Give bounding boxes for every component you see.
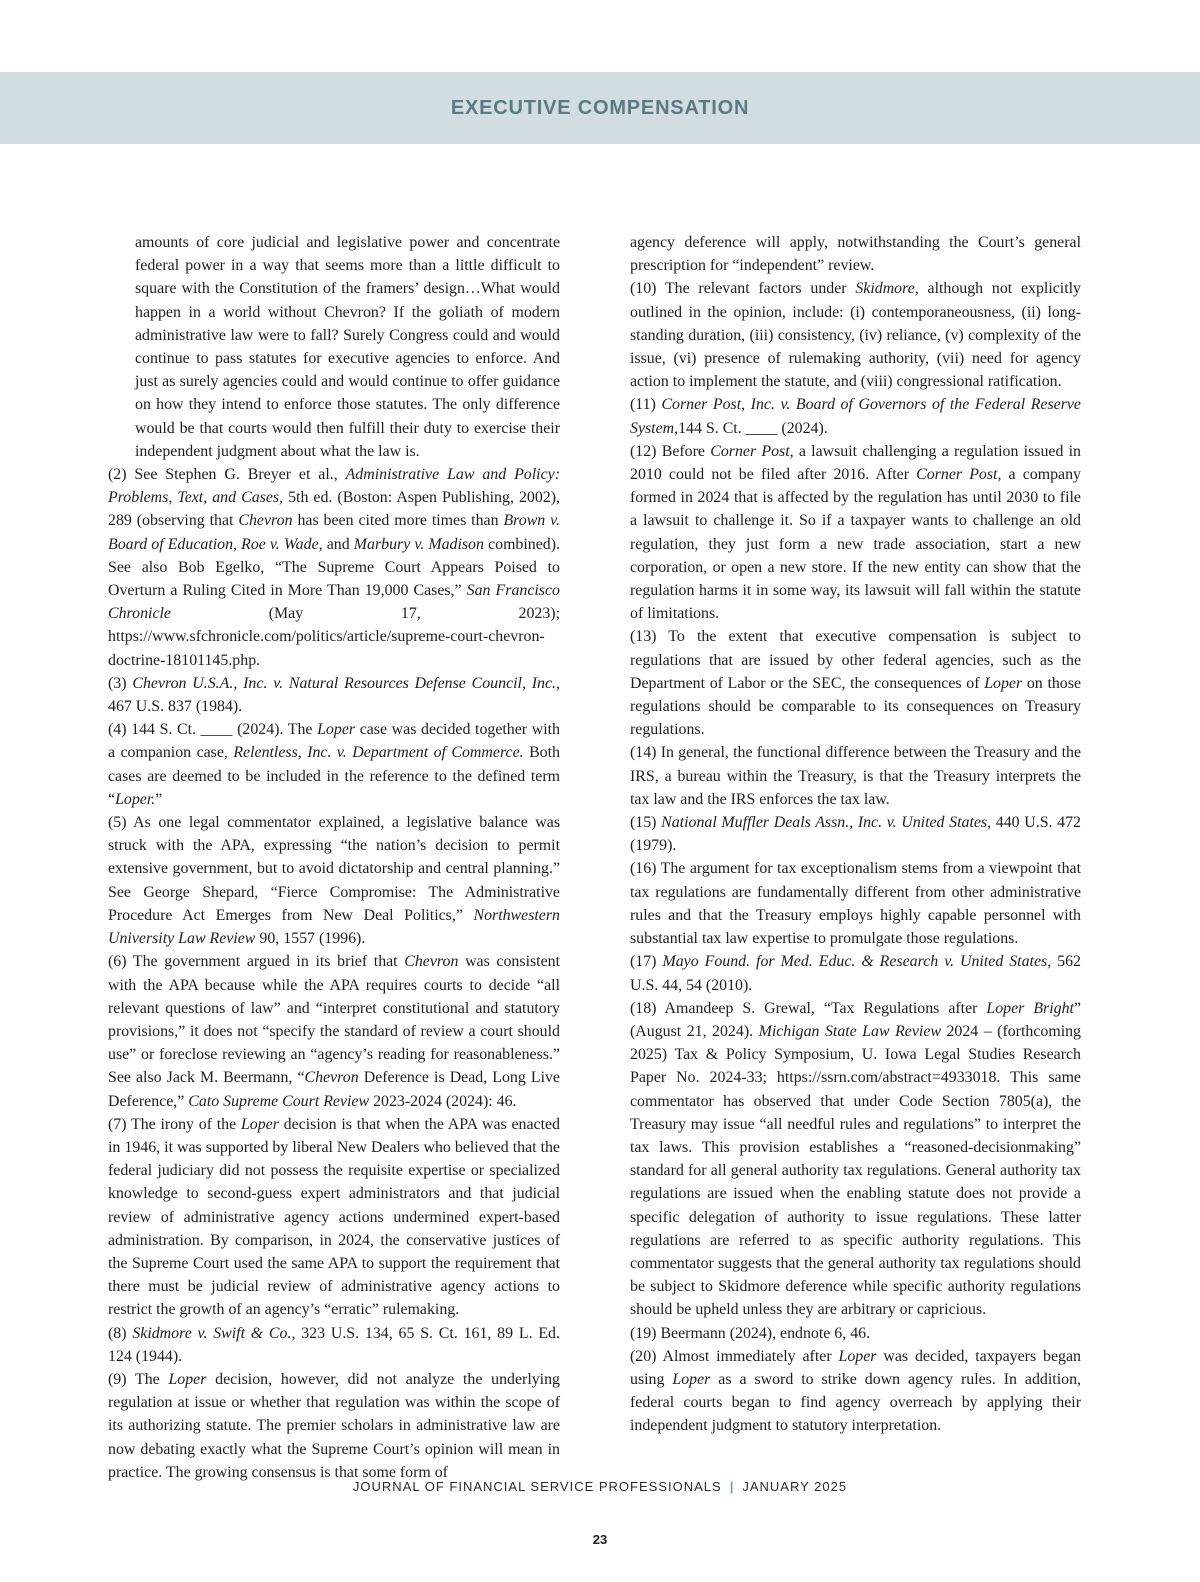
left-column <box>108 231 560 1484</box>
section-banner <box>0 72 1200 144</box>
endnote-italic-text: Loper <box>672 1370 711 1388</box>
issue-date: JANUARY 2025 <box>742 1479 848 1494</box>
endnote-text: (12) Before <box>630 442 711 460</box>
endnote <box>630 1345 1081 1438</box>
endnote-text: (8) <box>108 1324 133 1342</box>
endnote-italic-text: Loper <box>240 1115 279 1133</box>
endnote <box>630 1322 1081 1345</box>
endnote-text: agency deference will apply, notwithstanding the Court’s general prescription for “independent” review. <box>630 234 1081 275</box>
endnote-italic-text: San Francisco Chronicle <box>108 582 560 623</box>
endnote <box>108 811 560 950</box>
endnote <box>108 950 560 1112</box>
endnote-text: as a sword to strike down agency rules. In addition, federal courts began to find agency overreach by applying their independent judgment to statutory interpretation. <box>630 1370 1081 1435</box>
endnote-italic-text: Skidmore v. Swift & Co., <box>132 1324 296 1342</box>
endnote-text: Deference is Dead, Long Live Deference,” <box>108 1069 560 1110</box>
endnote-text: combined). See also Bob Egelko, “The Supreme Court Appears Poised to Overturn a Ruling Cited in More Than 19,000 Cases,” <box>108 535 560 600</box>
endnote <box>630 625 1081 741</box>
endnote <box>630 440 1081 626</box>
endnote-text: 467 U.S. 837 (1984). <box>108 698 243 716</box>
endnote-text: (9) The <box>108 1370 169 1388</box>
endnote-italic-text: Loper <box>984 674 1023 692</box>
endnote-text: a company formed in 2024 that is affected by the regulation has until 2030 to file a lawsuit to challenge it. So if a taxpayer wants to challenge an old regulation, they just form a new trade association, start a new corporation, or open a new store. If the new entity can show that the regulation harms it in some way, its lawsuit will fall within the statute of limitations. <box>630 466 1082 623</box>
endnote <box>630 997 1081 1322</box>
endnote <box>108 1368 560 1484</box>
endnote <box>108 1113 560 1322</box>
endnote-italic-text: Northwestern University Law Review <box>108 906 560 948</box>
endnote-italic-text: Chevron U.S.A., Inc. v. Natural Resources Defense Council, Inc., <box>132 674 560 692</box>
endnote-text: was consistent with the APA because while the APA requires courts to decide “all relevant questions of law” and “interpret constitutional and statutory provisions,” it does not “specify the standard of review a court should use” or foreclose reviewing an “agency’s reading for reasonableness.” See also Jack M. Beermann, “ <box>108 953 560 1087</box>
endnote-text: (10) The relevant factors under <box>630 280 856 298</box>
endnote-text: 440 U.S. 472 (1979). <box>630 814 1082 855</box>
block-quote <box>108 231 560 463</box>
endnote-text: (2) See Stephen G. Breyer et al., <box>108 466 346 484</box>
endnote-text: Both cases are deemed to be included in the reference to the defined term “ <box>108 744 560 808</box>
endnote <box>630 811 1081 857</box>
endnote-text: case was decided together with a companion case, <box>108 721 560 762</box>
endnote-italic-text: Loper <box>317 721 356 739</box>
endnote-text: (15) <box>630 814 662 832</box>
endnote-text: 5th ed. (Boston: Aspen Publishing, 2002), 289 (observing that <box>108 489 561 530</box>
endnote-text: (3) <box>108 674 133 692</box>
endnote-italic-text: Cato Supreme Court Review <box>188 1092 370 1110</box>
endnote <box>108 463 560 672</box>
endnote-text: (11) <box>630 396 662 414</box>
endnote-italic-text: Administrative Law and Policy: Problems, Text, and Cases, <box>108 466 560 507</box>
endnote-italic-text: Michigan State Law Review <box>758 1022 941 1040</box>
endnote-text: (14) In general, the functional difference between the Treasury and the IRS, a bureau within the Treasury, is that the Treasury interprets the tax law and the IRS enforces the tax law. <box>630 744 1081 808</box>
endnote-text: and <box>322 535 354 553</box>
endnote-text: (May 17, 2023); https://www.sfchronicle.com/politics/article/supreme-court-chevron-doctrine-18101145.php. <box>108 605 560 669</box>
endnote-italic-text: Chevron <box>304 1069 359 1087</box>
right-column <box>630 231 1081 1438</box>
endnote <box>630 277 1081 393</box>
journal-name: JOURNAL OF FINANCIAL SERVICE PROFESSIONALS <box>352 1479 722 1494</box>
endnote-text: (16) The argument for tax exceptionalism stems from a viewpoint that tax regulations are fundamentally different from other administrative rules and that the Treasury employs highly capable personnel with substantial tax law expertise to promulgate those regulations. <box>630 860 1081 948</box>
endnote-italic-text: Corner Post, <box>710 442 794 460</box>
endnote-text: (7) The irony of the <box>108 1115 241 1133</box>
endnote-text: 2023-2024 (2024): 46. <box>369 1092 517 1110</box>
endnote <box>108 718 560 811</box>
endnote-text: (18) Amandeep S. Grewal, “Tax Regulations after <box>630 999 987 1017</box>
endnote-text: (4) 144 S. Ct. ____ (2024). The <box>108 721 318 739</box>
endnote <box>630 950 1081 996</box>
endnote-text: (13) To the extent that executive compensation is subject to regulations that are issued by other federal agencies, such as the Department of Labor or the SEC, the consequences of <box>630 628 1081 692</box>
endnote-text: 144 S. Ct. ____ (2024). <box>678 419 828 437</box>
endnote-text: 323 U.S. 134, 65 S. Ct. 161, 89 L. Ed. 124 (1944). <box>108 1324 560 1365</box>
endnote-text: decision is that when the APA was enacted in 1946, it was supported by liberal New Dealers who believed that the federal judiciary did not possess the requisite expertise or specialized knowledge to second-guess expert administrators and that judicial review of administrative agency actions undermined expert-based administration. By comparison, in 2024, the conservative justices of the Supreme Court used the same APA to support the requirement that there must be judicial review of administrative agency actions to restrict the growth of an agency’s “erratic” rulemaking. <box>108 1115 560 1319</box>
quote-text: amounts of core judicial and legislative power and concentrate federal power in a way that seems more than a little difficult to square with the Constitution of the framers’ design…What would happen in a world without Chevron? If the goliath of modern administrative law were to fall? Surely Congress could and would continue to pass statutes for executive agencies to enforce. And just as surely agencies could and would continue to offer guidance on how they intend to enforce those statutes. The only difference would be that courts would then fulfill their duty to exercise their independent judgment about what the law is. <box>135 234 560 460</box>
endnote-italic-text: Loper <box>168 1370 207 1388</box>
endnote-text: although not explicitly outlined in the opinion, include: (i) contemporaneousness, (ii) long-standing duration, (iii) consistency, (iv) reliance, (v) complexity of the issue, (vi) presence of rulemaking authority, (vii) need for agency action to implement the statute, and (viii) congressional ratification. <box>630 280 1081 391</box>
endnote-italic-text: Chevron <box>404 953 459 971</box>
endnote <box>630 741 1081 811</box>
endnote-text: was decided, taxpayers began using <box>630 1347 1081 1388</box>
endnote <box>108 672 560 718</box>
endnote-italic-text: Mayo Found. for Med. Educ. & Research v. United States, <box>662 953 1052 971</box>
endnote-text: (5) As one legal commentator explained, a legislative balance was struck with the APA, expressing “the nation’s decision to permit extensive government, but to avoid dictatorship and central planning.” See George Shepard, “Fierce Compromise: The Administrative Procedure Act Emerges from New Deal Politics,” <box>108 814 560 924</box>
endnote-text: ” <box>155 790 163 808</box>
endnote-text: on those regulations should be comparable to its consequences on Treasury regulations. <box>630 674 1081 739</box>
endnote-italic-text: Marbury v. Madison <box>353 535 484 553</box>
endnote-text: (6) The government argued in its brief that <box>108 953 405 971</box>
endnote-italic-text: Loper <box>838 1347 877 1365</box>
page-number: 23 <box>592 1532 608 1547</box>
endnote-text: (17) <box>630 953 663 971</box>
page-footer <box>0 1479 1200 1494</box>
endnote <box>108 1322 560 1368</box>
endnote-text: ” (August 21, 2024). <box>630 999 1081 1040</box>
endnotes-left <box>108 463 560 1484</box>
endnote-text: (19) Beermann (2024), endnote 6, 46. <box>630 1324 871 1342</box>
endnote-italic-text: Corner Post, Inc. v. Board of Governors of the Federal Reserve System, <box>630 396 1081 437</box>
endnote-text: (20) Almost immediately after <box>630 1347 839 1365</box>
endnote-italic-text: Loper Bright <box>986 999 1074 1017</box>
endnote-text: has been cited more times than <box>292 512 504 530</box>
section-title: EXECUTIVE COMPENSATION <box>450 96 750 119</box>
endnote-italic-text: Skidmore, <box>855 280 919 298</box>
endnote-italic-text: Relentless, Inc. v. Department of Commerce. <box>233 744 524 762</box>
endnote-text: decision, however, did not analyze the underlying regulation at issue or whether that regulation was within the scope of its authorizing statute. The premier scholars in administrative law are now debating exactly what the Supreme Court’s opinion will mean in practice. The growing consensus is that some form of <box>108 1370 560 1481</box>
endnote <box>630 857 1081 950</box>
endnote-italic-text: Chevron <box>238 512 293 530</box>
endnote <box>630 231 1081 277</box>
endnote-italic-text: Corner Post, <box>916 466 1002 484</box>
endnote <box>630 393 1081 439</box>
endnote-text: a lawsuit challenging a regulation issued in 2010 could not be filed after 2016. After <box>630 442 1082 484</box>
endnote-italic-text: National Muffler Deals Assn., Inc. v. United States, <box>661 814 992 832</box>
endnote-italic-text: Loper. <box>115 790 156 808</box>
endnote-text: 562 U.S. 44, 54 (2010). <box>630 953 1081 994</box>
endnote-italic-text: Brown v. Board of Education, Roe v. Wade, <box>108 512 561 553</box>
endnotes-right <box>630 231 1081 1438</box>
endnote-text: 2024 – (forthcoming 2025) Tax & Policy Symposium, U. Iowa Legal Studies Research Paper No. 2024-33; https://ssrn.com/abstract=4933018. This same commentator has observed that under Code Section 7805(a), the Treasury may issue “all needful rules and regulations” to interpret the tax laws. This provision establishes a “reasoned-decisionmaking” standard for all general authority tax regulations. General authority tax regulations are issued when the enabling statute does not provide a specific delegation of authority to issue regulations. These latter regulations are referred to as specific authority regulations. This commentator suggests that the general authority tax regulations should be subject to Skidmore deference while specific authority regulations should be upheld unless they are arbitrary or capricious. <box>630 1022 1081 1319</box>
footer-separator: | <box>729 1479 735 1494</box>
endnote-text: 90, 1557 (1996). <box>255 930 366 948</box>
